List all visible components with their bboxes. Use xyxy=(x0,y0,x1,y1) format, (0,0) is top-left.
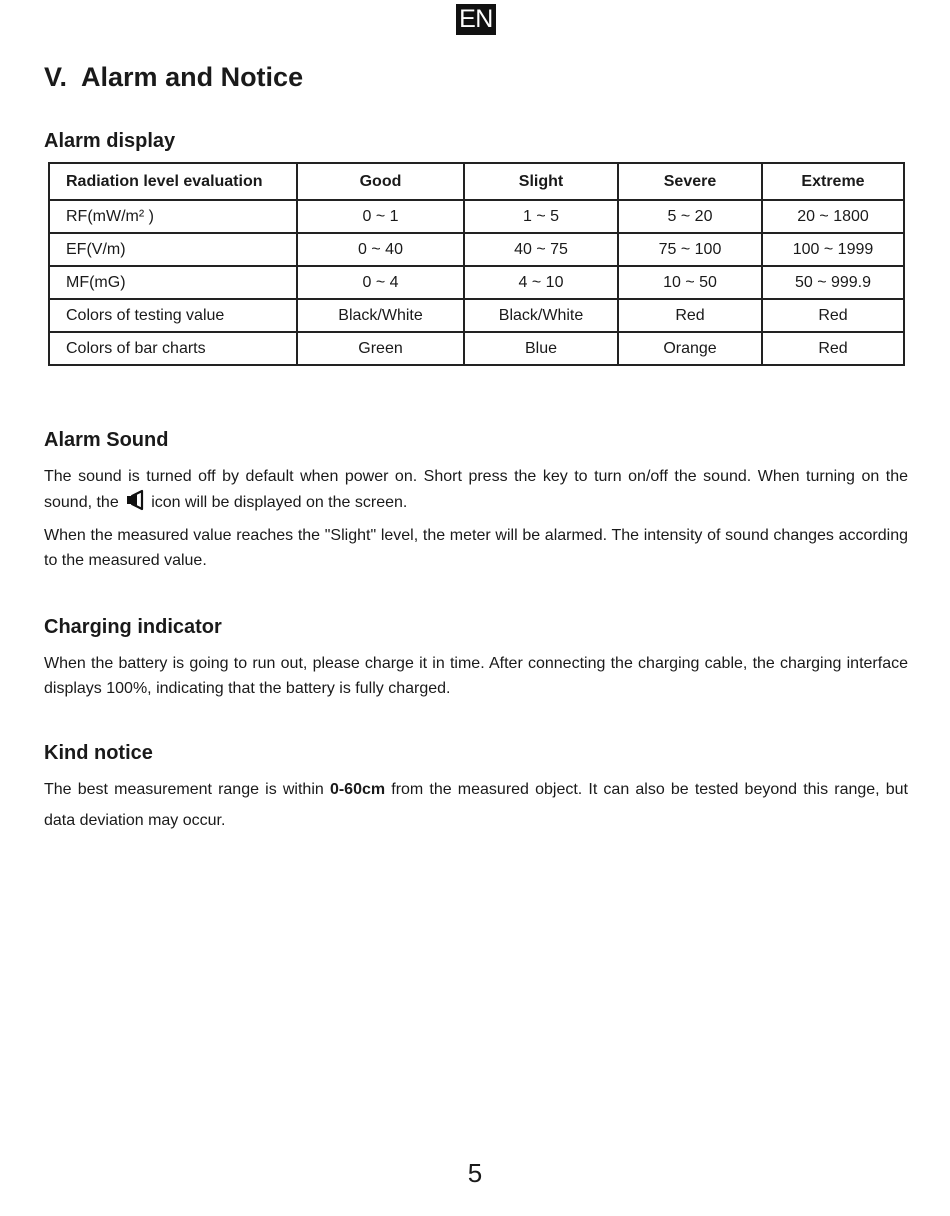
kind-notice-paragraph xyxy=(44,774,908,836)
table-cell: Green xyxy=(297,332,464,365)
table-header-cell: Slight xyxy=(464,163,618,200)
kind-notice-text-before: The best measurement range is within xyxy=(44,781,324,798)
chapter-title: V. Alarm and Notice xyxy=(44,62,304,92)
kind-notice-range: 0-60cm xyxy=(329,781,386,798)
table-row xyxy=(49,266,904,299)
speaker-icon xyxy=(125,489,147,511)
table-cell: Blue xyxy=(464,332,618,365)
table-cell: 10 ~ 50 xyxy=(618,266,762,299)
table-cell: 50 ~ 999.9 xyxy=(762,266,904,299)
table-cell: 0 ~ 1 xyxy=(297,200,464,233)
table-cell: Red xyxy=(762,332,904,365)
table-row xyxy=(49,233,904,266)
table-cell: 4 ~ 10 xyxy=(464,266,618,299)
table-row xyxy=(49,299,904,332)
table-cell: 75 ~ 100 xyxy=(618,233,762,266)
table-cell: Black/White xyxy=(464,299,618,332)
table-row xyxy=(49,332,904,365)
section-title-alarm-sound: Alarm Sound xyxy=(44,429,169,451)
table-cell: 0 ~ 40 xyxy=(297,233,464,266)
charging-paragraph: When the battery is going to run out, please charge it in time. After connecting the charging cable, the charging interface displays 100%, indicating that the battery is fully charged. xyxy=(44,655,908,697)
alarm-sound-paragraph-1 xyxy=(44,464,908,515)
table-cell: 0 ~ 4 xyxy=(297,266,464,299)
language-badge: EN xyxy=(456,4,496,35)
section-title-charging-indicator: Charging indicator xyxy=(44,616,222,638)
alarm-sound-text-before-icon: The sound is turned off by default when power on. Short press the key to turn on/off the sound. When turning on the sound, the xyxy=(44,468,908,511)
table-header-cell: Severe xyxy=(618,163,762,200)
table-header-row xyxy=(49,163,904,200)
table-row-label: Colors of testing value xyxy=(49,299,297,332)
table-header-cell: Radiation level evaluation xyxy=(49,163,297,200)
table-row-label: Colors of bar charts xyxy=(49,332,297,365)
table-cell: Orange xyxy=(618,332,762,365)
kind-notice-text-after: from the measured object. It can also be tested beyond this range, but data deviation may occur. xyxy=(44,781,909,829)
table-row-label: RF(mW/m² ) xyxy=(49,200,297,233)
table-cell: Red xyxy=(762,299,904,332)
table-header-cell: Good xyxy=(297,163,464,200)
table-row xyxy=(49,200,904,233)
alarm-level-table xyxy=(48,162,905,366)
section-title-alarm-display: Alarm display xyxy=(44,130,176,152)
table-cell: 20 ~ 1800 xyxy=(762,200,904,233)
table-row-label: EF(V/m) xyxy=(49,233,297,266)
table-cell: Black/White xyxy=(297,299,464,332)
table-cell: Red xyxy=(618,299,762,332)
table-cell: 40 ~ 75 xyxy=(464,233,618,266)
table-row-label: MF(mG) xyxy=(49,266,297,299)
table-header-cell: Extreme xyxy=(762,163,904,200)
page-number: 5 xyxy=(467,1158,483,1188)
table-cell: 100 ~ 1999 xyxy=(762,233,904,266)
alarm-sound-text-after-icon: icon will be displayed on the screen. xyxy=(151,494,408,511)
alarm-sound-paragraph-2: When the measured value reaches the "Slight" level, the meter will be alarmed. The intensity of sound changes according to the measured value. xyxy=(44,527,908,569)
table-cell: 1 ~ 5 xyxy=(464,200,618,233)
section-title-kind-notice: Kind notice xyxy=(44,742,153,764)
table-cell: 5 ~ 20 xyxy=(618,200,762,233)
